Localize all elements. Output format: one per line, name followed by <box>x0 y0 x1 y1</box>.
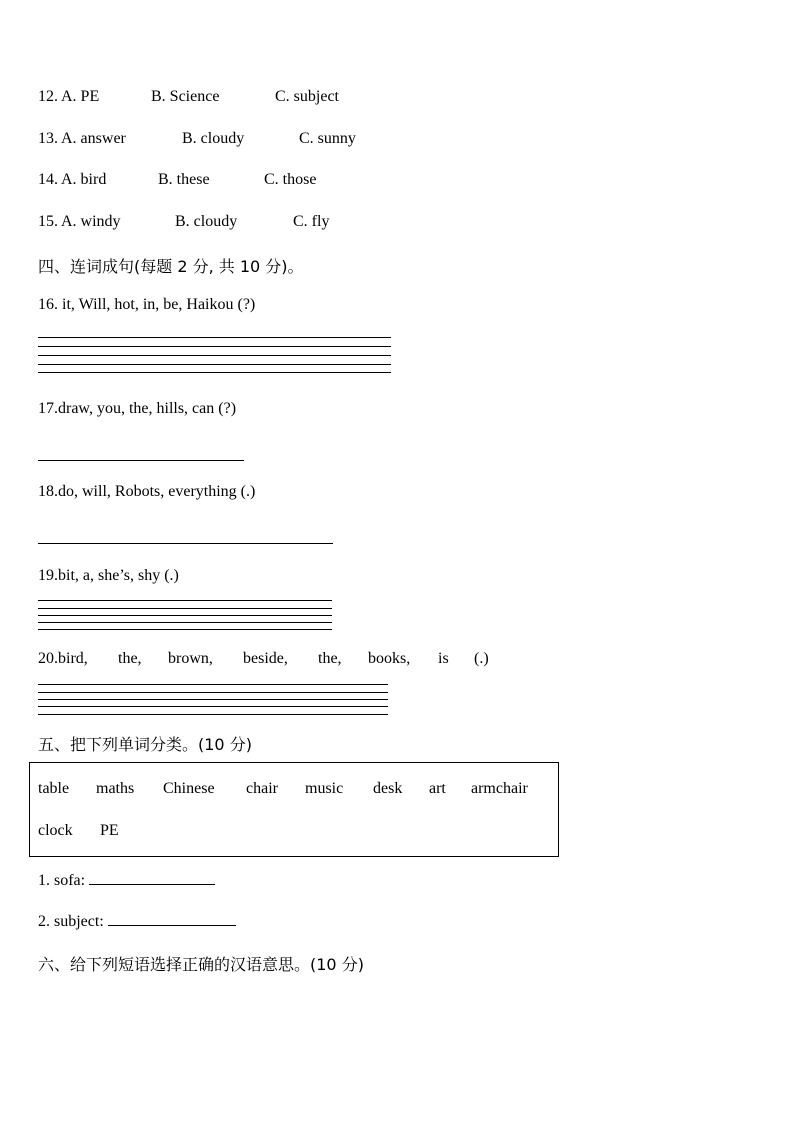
answer-line <box>38 608 332 609</box>
question-20-word: beside, <box>243 650 288 667</box>
question-18: 18.do, will, Robots, everything (.) <box>38 483 256 500</box>
question-20-word: is <box>438 650 449 667</box>
question-number: 15. <box>38 213 58 230</box>
category-label: 1. sofa: <box>38 872 86 889</box>
question-20-word: the, <box>118 650 142 667</box>
question-number: 12. <box>38 88 58 105</box>
word-bank-word: PE <box>100 822 119 839</box>
answer-line-18 <box>38 543 333 544</box>
section-4-title: 四、连词成句(每题 2 分, 共 10 分)。 <box>38 257 304 276</box>
answer-line <box>38 684 388 685</box>
answer-line <box>38 714 388 715</box>
word-bank-word: desk <box>373 780 403 797</box>
option-c: C. sunny <box>299 130 356 147</box>
option-c: C. subject <box>275 88 339 105</box>
section-6-title: 六、给下列短语选择正确的汉语意思。(10 分) <box>38 955 364 974</box>
category-label: 2. subject: <box>38 913 104 930</box>
question-20-word: the, <box>318 650 342 667</box>
option-c: C. those <box>264 171 317 188</box>
answer-blank[interactable] <box>108 911 236 926</box>
word-bank-word: Chinese <box>163 780 215 797</box>
answer-line <box>38 629 332 630</box>
option-c: C. fly <box>293 213 330 230</box>
answer-blank[interactable] <box>89 870 215 885</box>
answer-line <box>38 355 391 356</box>
word-bank-word: clock <box>38 822 73 839</box>
answer-line-17 <box>38 460 244 461</box>
question-20-word: 20.bird, <box>38 650 88 667</box>
option-a: A. windy <box>61 213 121 230</box>
option-a: A. PE <box>61 88 100 105</box>
question-number: 14. <box>38 171 58 188</box>
answer-line <box>38 692 388 693</box>
option-b: B. cloudy <box>182 130 245 147</box>
answer-line <box>38 706 388 707</box>
category-subject <box>38 911 236 931</box>
category-sofa <box>38 870 215 890</box>
word-bank-word: art <box>429 780 446 797</box>
question-20-word: books, <box>368 650 411 667</box>
word-bank-word: table <box>38 780 70 797</box>
answer-line <box>38 337 391 338</box>
question-20-word: (.) <box>474 650 489 667</box>
question-16: 16. it, Will, hot, in, be, Haikou (?) <box>38 296 256 313</box>
word-bank-box <box>29 762 559 857</box>
word-bank-word: armchair <box>471 780 528 797</box>
word-bank-word: music <box>305 780 344 797</box>
answer-line <box>38 699 388 700</box>
word-bank-word: maths <box>96 780 135 797</box>
section-5-title: 五、把下列单词分类。(10 分) <box>38 735 252 754</box>
option-b: B. Science <box>151 88 220 105</box>
answer-line <box>38 600 332 601</box>
answer-line <box>38 372 391 373</box>
word-bank-word: chair <box>246 780 278 797</box>
answer-line <box>38 615 332 616</box>
option-b: B. these <box>158 171 210 188</box>
question-17: 17.draw, you, the, hills, can (?) <box>38 400 237 417</box>
question-20-word: brown, <box>168 650 213 667</box>
answer-line <box>38 622 332 623</box>
question-19: 19.bit, a, she’s, shy (.) <box>38 567 179 584</box>
option-a: A. bird <box>61 171 107 188</box>
option-a: A. answer <box>61 130 126 147</box>
question-number: 13. <box>38 130 58 147</box>
answer-line <box>38 364 391 365</box>
option-b: B. cloudy <box>175 213 238 230</box>
answer-line <box>38 346 391 347</box>
